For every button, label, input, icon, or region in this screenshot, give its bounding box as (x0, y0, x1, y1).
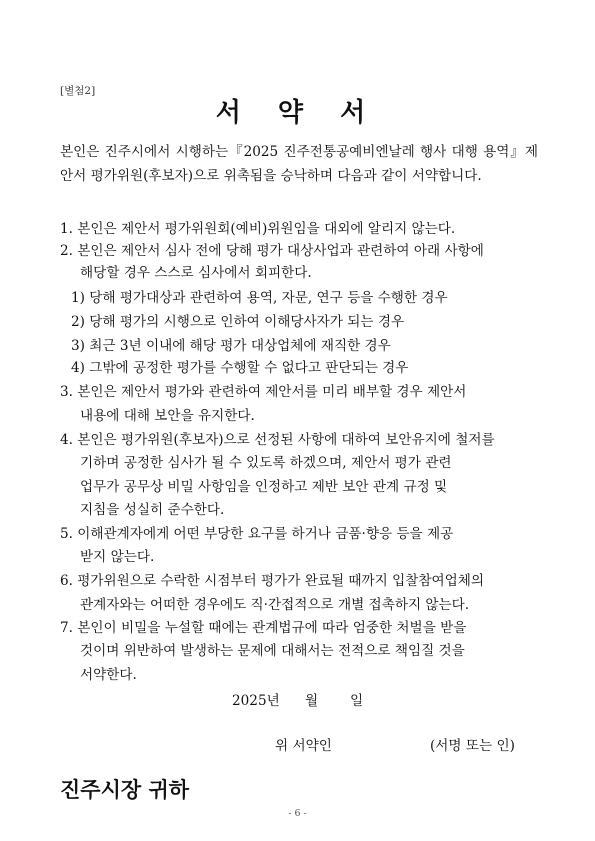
list-item-2: 2. 본인은 제안서 심사 전에 당해 평가 대상사업과 관련하여 아래 사항에 (60, 243, 484, 259)
addressee: 진주시장 귀하 (60, 777, 190, 802)
document-title-text: 서 약 서 (215, 98, 380, 128)
date-month: 월 (305, 693, 319, 709)
list-item-3-continuation: 내용에 대해 보안을 유지한다. (80, 408, 255, 424)
list-item-2-continuation: 해당할 경우 스스로 심사에서 회피한다. (80, 265, 312, 281)
list-item-6: 6. 평가위원으로 수락한 시점부터 평가가 완료될 때까지 입찰참여업체의 (60, 573, 485, 589)
list-item-7-continuation-1: 것이며 위반하여 발생하는 문제에 대해서는 전적으로 책임질 것을 (80, 643, 465, 659)
list-item-6-continuation: 관계자와는 어떠한 경우에도 직·간접적으로 개별 접촉하지 않는다. (80, 597, 470, 613)
list-item-5-continuation: 받지 않는다. (80, 549, 155, 565)
list-item-4-continuation-3: 지침을 성실히 준수한다. (80, 502, 225, 518)
list-item-5: 5. 이해관계자에게 어떤 부당한 요구를 하거나 금품·향응 등을 제공 (60, 526, 454, 542)
page-number: - 6 - (288, 808, 307, 819)
sub-item-2: 2) 당해 평가의 시행으로 인하여 이해당사자가 되는 경우 (71, 314, 405, 330)
document-title (0, 92, 595, 129)
list-item-3: 3. 본인은 제안서 평가와 관련하여 제안서를 미리 배부할 경우 제안서 (60, 384, 467, 400)
list-item-4-continuation-1: 기하며 공정한 심사가 될 수 있도록 하겠으며, 제안서 평가 관련 (80, 455, 452, 471)
list-item-4-continuation-2: 업무가 공무상 비밀 사항임을 인정하고 제반 보안 관계 규정 및 (80, 479, 448, 495)
intro-paragraph: 본인은 진주시에서 시행하는『2025 진주전통공예비엔날레 행사 대행 용역』제안서 평가위원(후보자)으로 위촉됨을 승낙하며 다음과 같이 서약합니다. (60, 144, 538, 184)
annex-label: [별첨2] (60, 85, 96, 97)
list-item-1: 1. 본인은 제안서 평가위원회(예비)위원임을 대외에 알리지 않는다. (60, 221, 456, 237)
date-year: 2025년 (232, 693, 280, 709)
sub-item-4: 4) 그밖에 공정한 평가를 수행할 수 없다고 판단되는 경우 (71, 360, 409, 376)
signer-label: 위 서약인 (275, 738, 332, 754)
list-item-4: 4. 본인은 평가위원(후보자)으로 선정된 사항에 대하여 보안유지에 철저를 (60, 432, 495, 448)
list-item-7-continuation-2: 서약한다. (80, 667, 137, 683)
date-day: 일 (350, 693, 364, 709)
signature-hint: (서명 또는 인) (430, 738, 515, 754)
sub-item-1: 1) 당해 평가대상과 관련하여 용역, 자문, 연구 등을 수행한 경우 (71, 290, 448, 306)
sub-item-3: 3) 최근 3년 이내에 해당 평가 대상업체에 재직한 경우 (71, 338, 391, 354)
list-item-7: 7. 본인이 비밀을 누설할 때에는 관계법규에 따라 엄중한 처벌을 받을 (60, 620, 467, 636)
